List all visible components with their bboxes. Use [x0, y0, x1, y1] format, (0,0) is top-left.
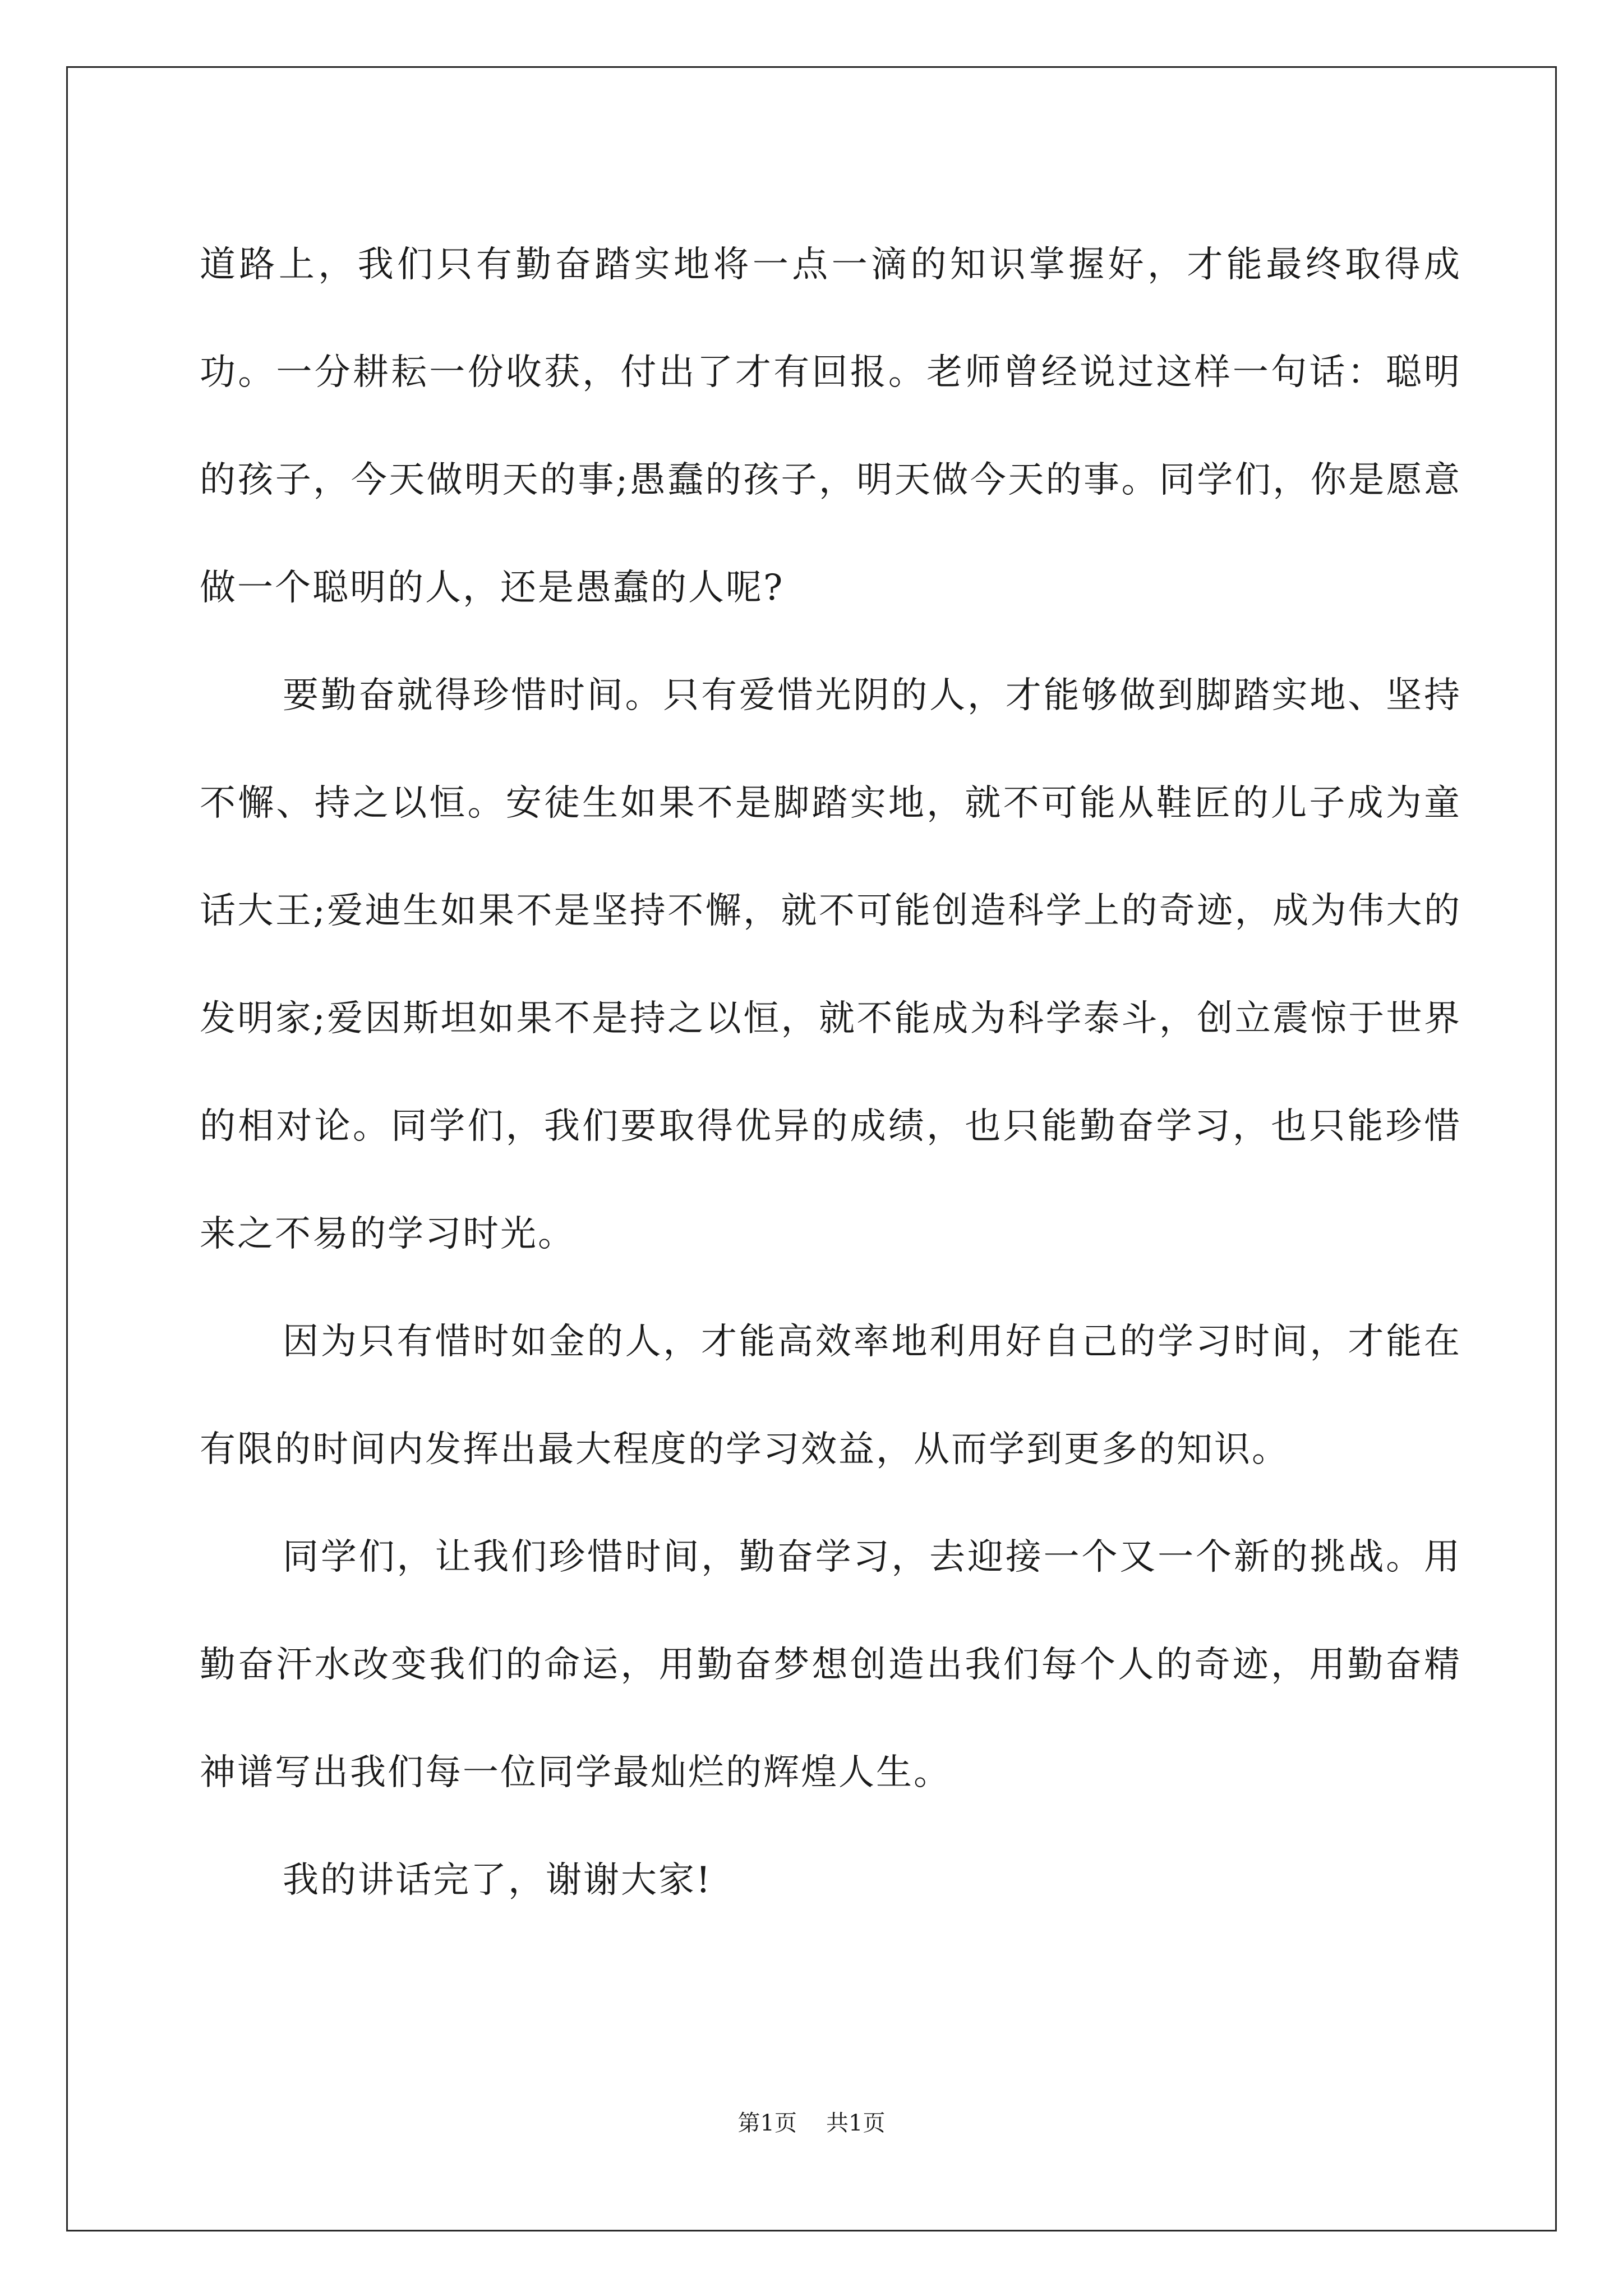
- page-footer: [0, 2109, 1623, 2137]
- paragraph: 道路上，我们只有勤奋踏实地将一点一滴的知识掌握好，才能最终取得成功。一分耕耘一份收获，付出了才有回报。老师曾经说过这样一句话：聪明的孩子，今天做明天的事;愚蠢的孩子，明天做今天的事。同学们，你是愿意做一个聪明的人，还是愚蠢的人呢?: [200, 244, 1461, 609]
- page-total: 共1页: [826, 2110, 886, 2136]
- paragraph: 因为只有惜时如金的人，才能高效率地利用好自己的学习时间，才能在有限的时间内发挥出最大程度的学习效益，从而学到更多的知识。: [200, 1321, 1461, 1470]
- paragraph: 要勤奋就得珍惜时间。只有爱惜光阴的人，才能够做到脚踏实地、坚持不懈、持之以恒。安徒生如果不是脚踏实地，就不可能从鞋匠的儿子成为童话大王;爱迪生如果不是坚持不懈，就不可能创造科学上的奇迹，成为伟大的发明家;爱因斯坦如果不是持之以恒，就不能成为科学泰斗，创立震惊于世界的相对论。同学们，我们要取得优异的成绩，也只能勤奋学习，也只能珍惜来之不易的学习时光。: [200, 675, 1461, 1255]
- page-number: 第1页: [737, 2110, 797, 2136]
- paragraph: 我的讲话完了，谢谢大家!: [283, 1860, 712, 1901]
- paragraph: 同学们，让我们珍惜时间，勤奋学习，去迎接一个又一个新的挑战。用勤奋汗水改变我们的命运，用勤奋梦想创造出我们每个人的奇迹，用勤奋精神谱写出我们每一位同学最灿烂的辉煌人生。: [200, 1536, 1461, 1793]
- document-body: [200, 211, 1461, 1934]
